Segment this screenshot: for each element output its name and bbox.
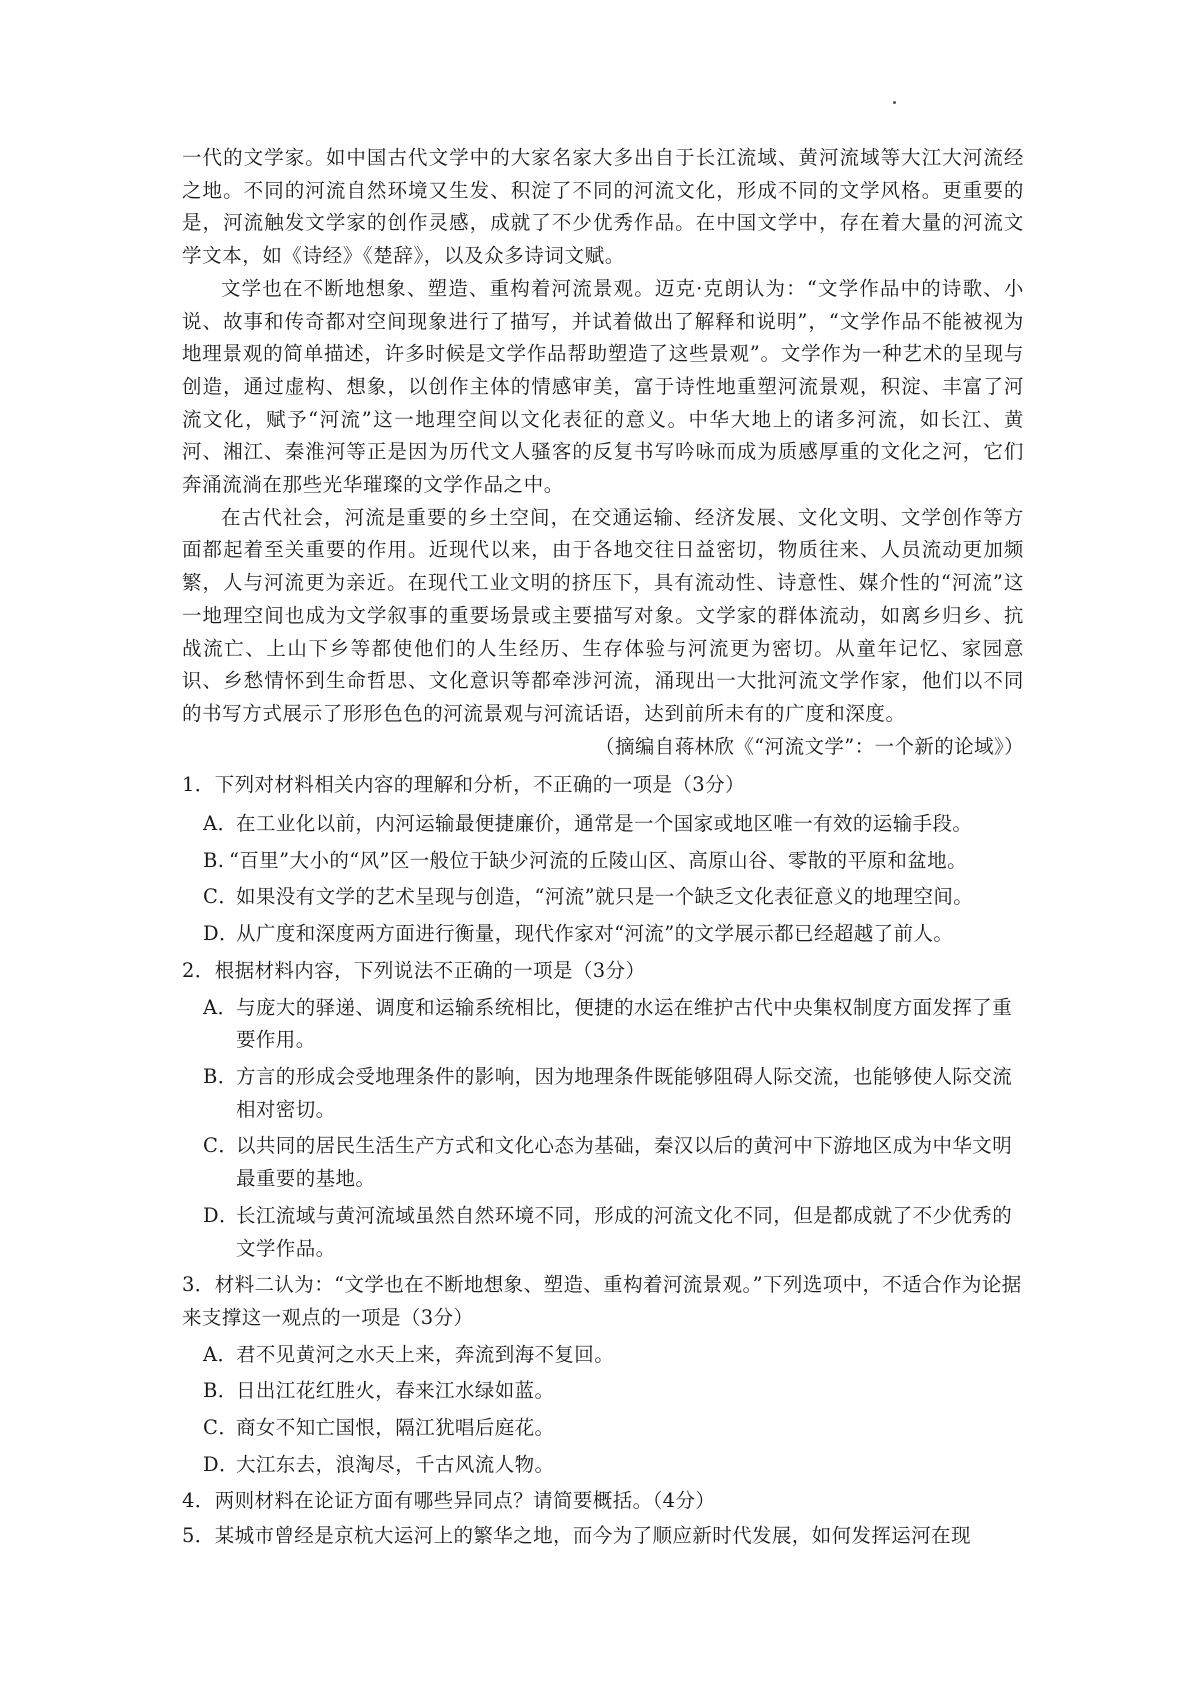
option-text: 大江东去，浪淘尽，千古风流人物。 <box>236 1452 555 1476</box>
option-text: 日出江花红胜火，春来江水绿如蓝。 <box>236 1379 555 1403</box>
question-1-option-b <box>182 845 1024 878</box>
question-2-option-d <box>182 1200 1024 1265</box>
question-1-option-a <box>182 808 1024 841</box>
question-4-title: 4．两则材料在论证方面有哪些异同点？请简要概括。（4分） <box>182 1489 716 1513</box>
question-2-option-a <box>182 992 1024 1057</box>
option-letter: D． <box>203 1203 239 1227</box>
option-letter: B. <box>203 848 225 872</box>
option-letter: D． <box>203 922 239 946</box>
passage-source: （摘编自蒋林欣《“河流文学”：一个新的论域》） <box>595 734 1024 758</box>
corner-dot <box>893 101 896 104</box>
option-text: 长江流域与黄河流域虽然自然环境不同，形成的河流文化不同，但是都成就了不少优秀的文学作品。 <box>236 1203 1013 1260</box>
option-letter: C． <box>203 1134 239 1158</box>
option-text: 从广度和深度两方面进行衡量，现代作家对“河流”的文学展示都已经超越了前人。 <box>236 922 954 946</box>
question-2-option-b <box>182 1061 1024 1126</box>
option-text: 如果没有文学的艺术呈现与创造，“河流”就只是一个缺乏文化表征意义的地理空间。 <box>236 885 974 909</box>
question-4 <box>182 1485 1024 1518</box>
question-1-option-d <box>182 918 1024 951</box>
option-text: 商女不知亡国恨，隔江犹唱后庭花。 <box>236 1416 555 1440</box>
question-3-option-a <box>182 1339 1024 1372</box>
question-3 <box>182 1269 1024 1481</box>
question-3-option-c <box>182 1412 1024 1445</box>
option-letter: C． <box>203 885 239 909</box>
passage-paragraph-2: 文学也在不断地想象、塑造、重构着河流景观。迈克·克朗认为：“文学作品中的诗歌、小说、故事和传奇都对空间现象进行了描写，并试着做出了解释和说明”，“文学作品不能被视为地理景观的简单描述，许多时候是文学作品帮助塑造了这些景观”。文学作为一种艺术的呈现与创造，通过虚构、想象，以创作主体的情感审美，富于诗性地重塑河流景观，积淀、丰富了河流文化，赋予“河流”这一地理空间以文化表征的意义。中华大地上的诸多河流，如长江、黄河、湘江、秦淮河等正是因为历代文人骚客的反复书写吟咏而成为质感厚重的文化之河，它们奔涌流淌在那些光华璀璨的文学作品之中。 <box>182 276 1024 497</box>
question-1-title: 1．下列对材料相关内容的理解和分析，不正确的一项是（3分） <box>182 773 745 797</box>
option-letter: B． <box>203 1379 238 1403</box>
question-2 <box>182 955 1024 1265</box>
question-1-option-c <box>182 881 1024 914</box>
question-2-option-c <box>182 1130 1024 1195</box>
question-3-option-d <box>182 1449 1024 1482</box>
option-text: 方言的形成会受地理条件的影响，因为地理条件既能够阻碍人际交流，也能够使人际交流相对密切。 <box>236 1064 1013 1121</box>
option-letter: A． <box>203 812 238 836</box>
option-text: 与庞大的驿递、调度和运输系统相比，便捷的水运在维护古代中央集权制度方面发挥了重要作用。 <box>236 995 1013 1052</box>
page-content <box>182 142 1024 1553</box>
question-5-title: 5．某城市曾经是京杭大运河上的繁华之地，而今为了顺应新时代发展，如何发挥运河在现 <box>182 1524 971 1548</box>
passage-paragraph-1: 一代的文学家。如中国古代文学中的大家名家大多出自于长江流域、黄河流域等大江大河流经之地。不同的河流自然环境又生发、积淀了不同的河流文化，形成不同的文学风格。更重要的是，河流触发文学家的创作灵感，成就了不少优秀作品。在中国文学中，存在着大量的河流文学文本，如《诗经》《楚辞》，以及众多诗词文赋。 <box>182 146 1024 268</box>
option-letter: B． <box>203 1064 238 1088</box>
option-text: 君不见黄河之水天上来，奔流到海不复回。 <box>236 1342 615 1366</box>
option-text: 在工业化以前，内河运输最便捷廉价，通常是一个国家或地区唯一有效的运输手段。 <box>236 812 973 836</box>
option-text: 以共同的居民生活生产方式和文化心态为基础，秦汉以后的黄河中下游地区成为中华文明最重要的基地。 <box>236 1134 1013 1191</box>
option-letter: A． <box>203 995 238 1019</box>
option-text: “百里”大小的“风”区一般位于缺少河流的丘陵山区、高原山谷、零散的平原和盆地。 <box>229 848 967 872</box>
question-1 <box>182 769 1024 951</box>
question-3-title: 3．材料二认为：“文学也在不断地想象、塑造、重构着河流景观。”下列选项中，不适合作为论据来支撑这一观点的一项是（3分） <box>182 1273 1022 1329</box>
option-letter: A． <box>203 1342 238 1366</box>
passage-paragraph-3: 在古代社会，河流是重要的乡土空间，在交通运输、经济发展、文化文明、文学创作等方面都起着至关重要的作用。近现代以来，由于各地交往日益密切，物质往来、人员流动更加频繁，人与河流更为亲近。在现代工业文明的挤压下，具有流动性、诗意性、媒介性的“河流”这一地理空间也成为文学叙事的重要场景或主要描写对象。文学家的群体流动，如离乡归乡、抗战流亡、上山下乡等都使他们的人生经历、生存体验与河流更为密切。从童年记忆、家园意识、乡愁情怀到生命哲思、文化意识等都牵涉河流，涌现出一大批河流文学作家，他们以不同的书写方式展示了形形色色的河流景观与河流话语，达到前所未有的广度和深度。 <box>182 505 1024 725</box>
option-letter: C． <box>203 1416 239 1440</box>
question-3-option-b <box>182 1375 1024 1408</box>
option-letter: D． <box>203 1452 239 1476</box>
question-5 <box>182 1520 1024 1553</box>
question-2-title: 2．根据材料内容，下列说法不正确的一项是（3分） <box>182 958 646 982</box>
